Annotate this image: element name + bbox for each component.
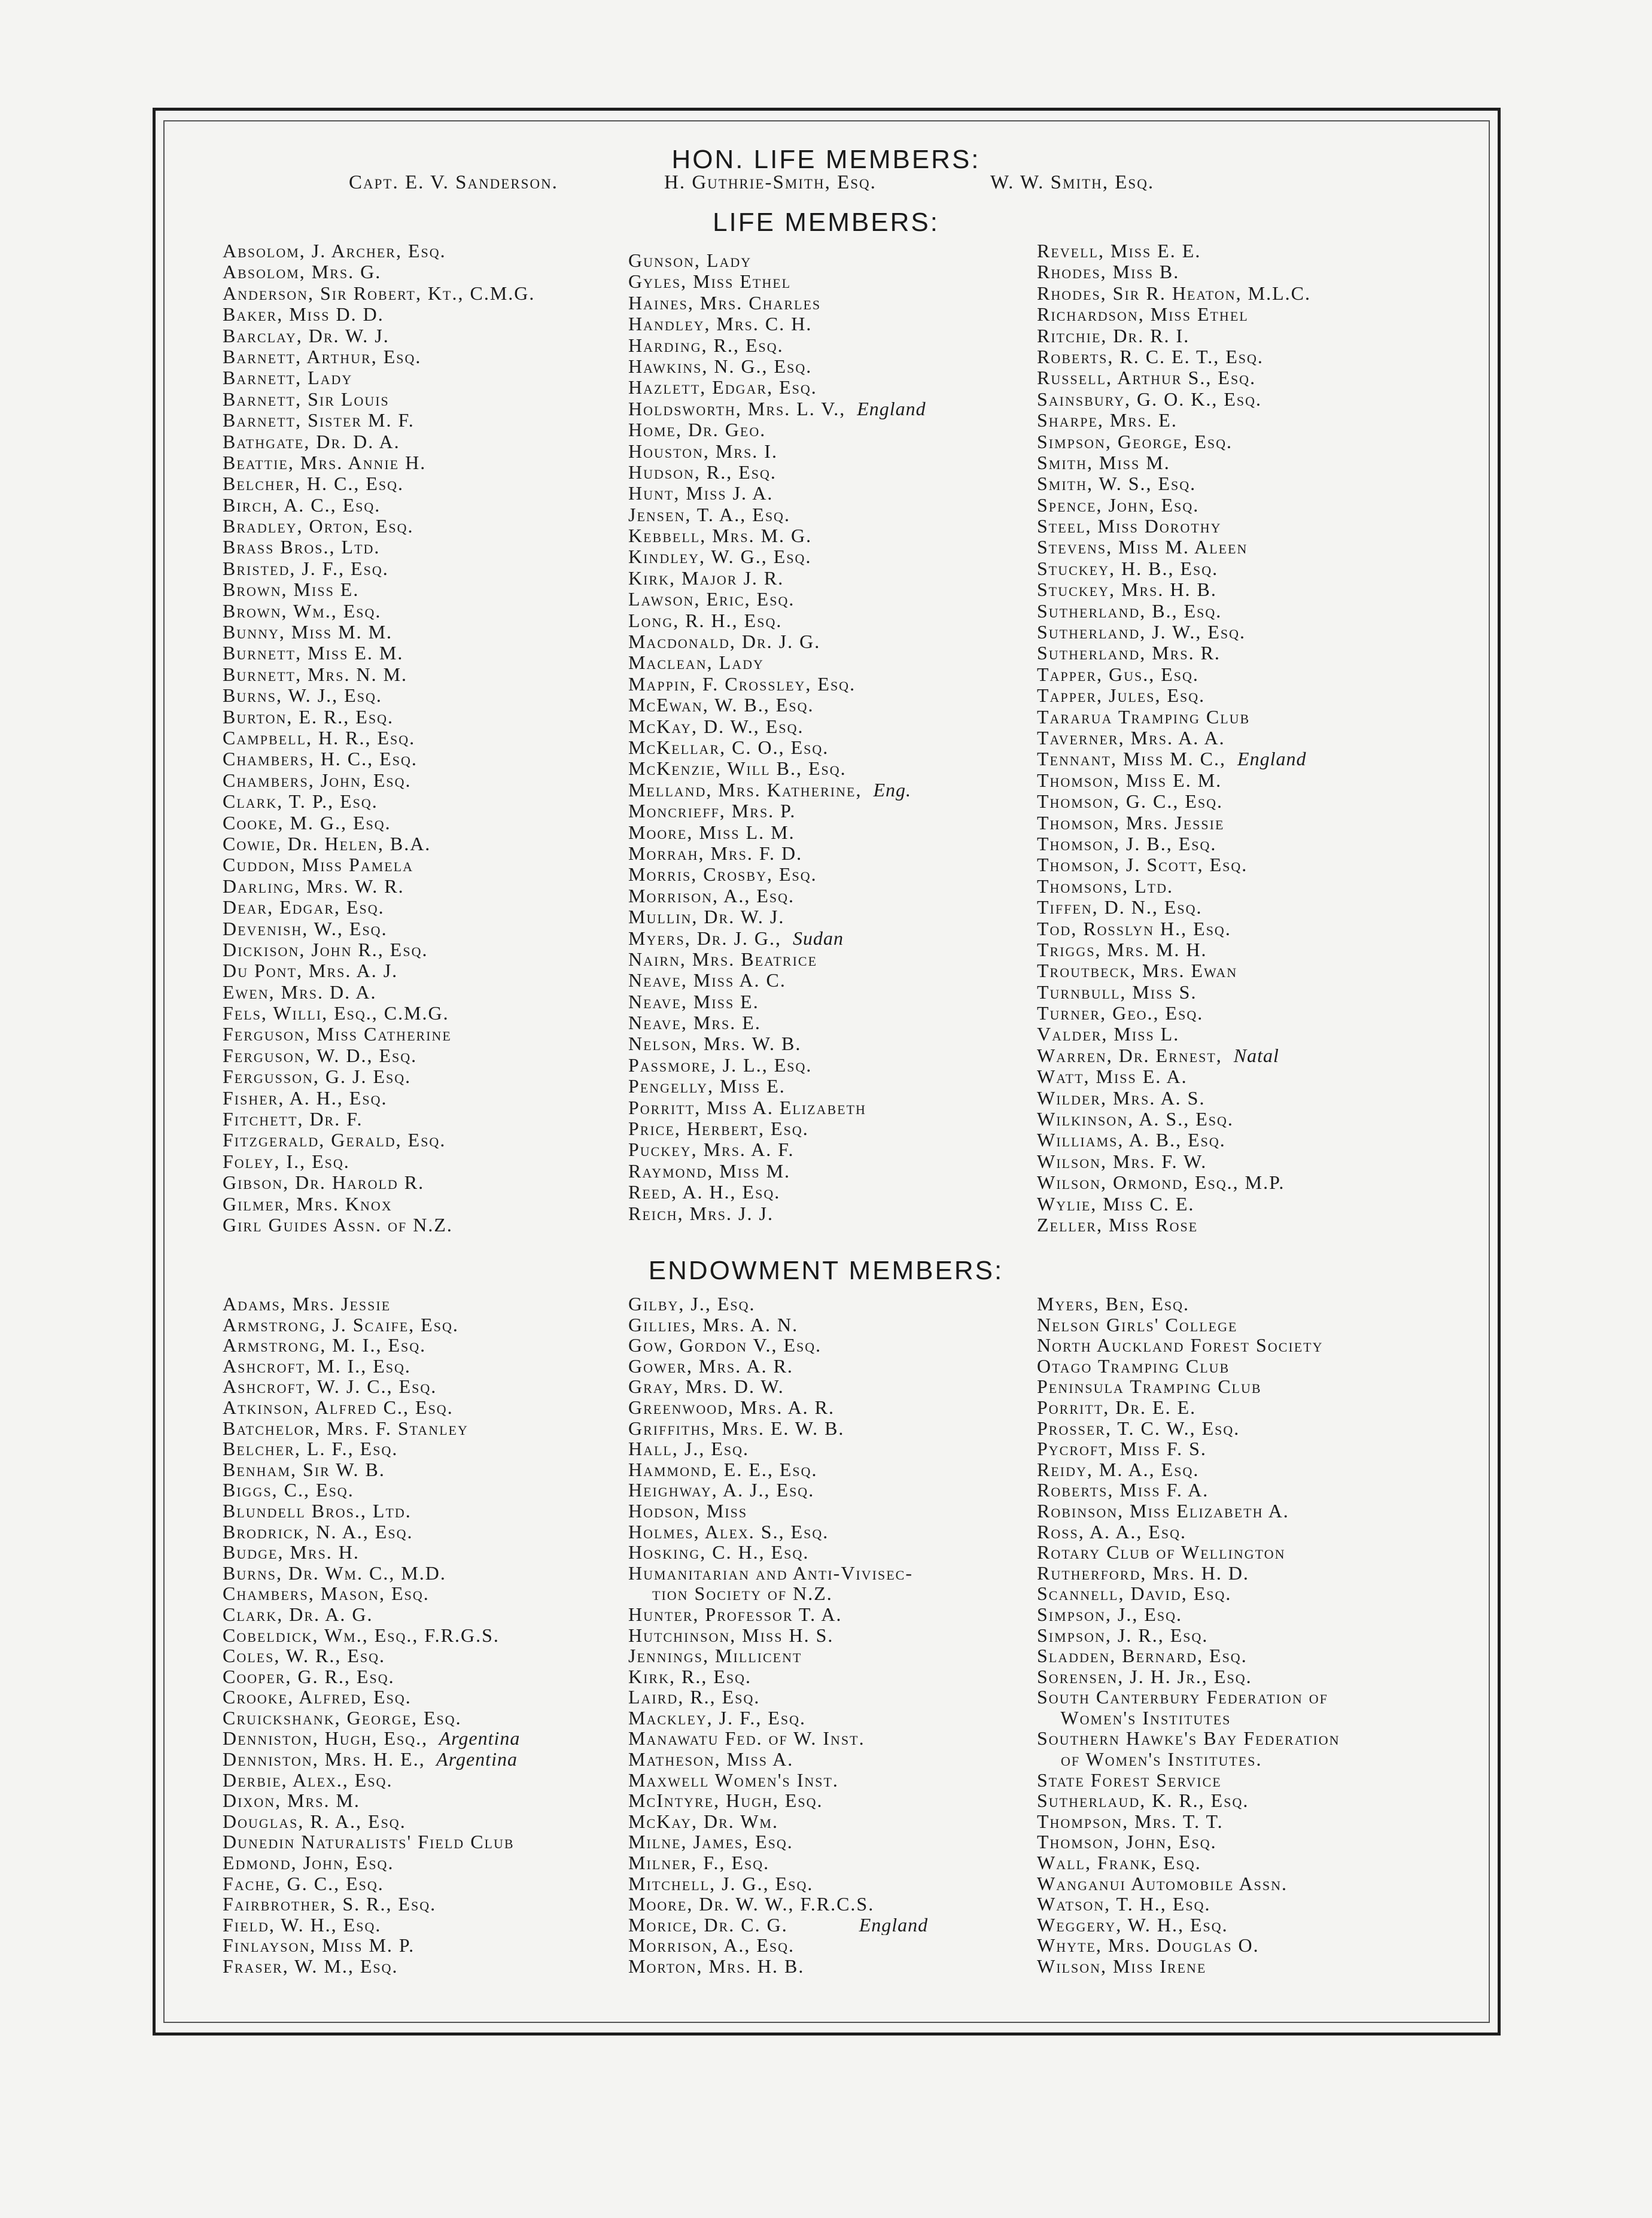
member-entry: Sutherland, B., Esq. bbox=[1037, 600, 1222, 622]
member-entry: Whyte, Mrs. Douglas O. bbox=[1037, 1935, 1259, 1956]
member-entry: Brodrick, N. A., Esq. bbox=[223, 1521, 413, 1542]
member-entry: Wanganui Automobile Assn. bbox=[1037, 1873, 1288, 1894]
member-entry: Peninsula Tramping Club bbox=[1037, 1376, 1262, 1397]
member-entry: Cruickshank, George, Esq. bbox=[223, 1707, 462, 1729]
member-entry: Cuddon, Miss Pamela bbox=[223, 854, 414, 876]
member-entry: Gilmer, Mrs. Knox bbox=[223, 1193, 393, 1215]
member-entry: Bunny, Miss M. M. bbox=[223, 622, 393, 643]
member-entry: Simpson, George, Esq. bbox=[1037, 431, 1233, 452]
member-entry: Hutchinson, Miss H. S. bbox=[628, 1624, 834, 1646]
member-entry: Field, W. H., Esq. bbox=[223, 1914, 382, 1936]
member-entry: Sutherland, Mrs. R. bbox=[1037, 643, 1221, 664]
member-entry: Lawson, Eric, Esq. bbox=[628, 589, 795, 610]
member-entry: Ferguson, Miss Catherine bbox=[223, 1024, 452, 1045]
member-entry: Weggery, W. H., Esq. bbox=[1037, 1914, 1228, 1936]
member-entry: Simpson, J. R., Esq. bbox=[1037, 1624, 1209, 1646]
member-entry: Houston, Mrs. I. bbox=[628, 440, 778, 462]
member-entry: Home, Dr. Geo. bbox=[628, 419, 766, 441]
member-entry: Chambers, H. C., Esq. bbox=[223, 749, 418, 770]
member-entry: Turnbull, Miss S. bbox=[1037, 981, 1197, 1003]
hon-life-members-row bbox=[0, 172, 1652, 202]
member-entry: Morton, Mrs. H. B. bbox=[628, 1956, 805, 1977]
member-entry: Neave, Miss E. bbox=[628, 991, 759, 1012]
member-entry: Hodson, Miss bbox=[628, 1500, 748, 1522]
member-entry: Fisher, A. H., Esq. bbox=[223, 1087, 388, 1109]
member-entry: Dixon, Mrs. M. bbox=[223, 1790, 360, 1811]
member-entry: Prosser, T. C. W., Esq. bbox=[1037, 1417, 1240, 1439]
member-entry: Clark, Dr. A. G. bbox=[223, 1604, 373, 1625]
member-entry: Women's Institutes bbox=[1037, 1707, 1231, 1729]
member-entry: Neave, Mrs. E. bbox=[628, 1012, 761, 1034]
member-entry: Rhodes, Sir R. Heaton, M.L.C. bbox=[1037, 282, 1311, 304]
member-entry: McIntyre, Hugh, Esq. bbox=[628, 1790, 823, 1811]
member-entry: Hall, J., Esq. bbox=[628, 1438, 749, 1459]
member-entry: Matheson, Miss A. bbox=[628, 1749, 794, 1770]
member-location: Argentina bbox=[434, 1728, 521, 1750]
member-entry: Barclay, Dr. W. J. bbox=[223, 325, 390, 346]
member-entry: Wilson, Miss Irene bbox=[1037, 1956, 1207, 1977]
member-entry: Denniston, Hugh, Esq., Argentina bbox=[223, 1728, 521, 1750]
member-entry: Nelson, Mrs. W. B. bbox=[628, 1033, 802, 1055]
member-entry: Roberts, R. C. E. T., Esq. bbox=[1037, 346, 1264, 367]
member-entry: Devenish, W., Esq. bbox=[223, 918, 388, 939]
member-entry: Thomsons, Ltd. bbox=[1037, 875, 1174, 897]
hon-life-members-heading: HON. LIFE MEMBERS: bbox=[671, 145, 981, 174]
member-entry: Raymond, Miss M. bbox=[628, 1160, 791, 1182]
member-location: Eng. bbox=[868, 779, 911, 801]
member-entry: Chambers, Mason, Esq. bbox=[223, 1583, 430, 1604]
member-entry: Griffiths, Mrs. E. W. B. bbox=[628, 1417, 845, 1439]
member-entry: Bradley, Orton, Esq. bbox=[223, 516, 414, 537]
member-entry: Tiffen, D. N., Esq. bbox=[1037, 897, 1203, 918]
member-entry: Simpson, J., Esq. bbox=[1037, 1604, 1183, 1625]
member-entry: Mappin, F. Crossley, Esq. bbox=[628, 673, 856, 695]
member-entry: Chambers, John, Esq. bbox=[223, 769, 412, 791]
member-entry: Armstrong, J. Scaife, Esq. bbox=[223, 1314, 459, 1335]
member-entry: Jensen, T. A., Esq. bbox=[628, 504, 790, 525]
member-entry: Hunter, Professor T. A. bbox=[628, 1604, 842, 1625]
member-entry: Burnett, Mrs. N. M. bbox=[223, 664, 408, 685]
member-location: England bbox=[851, 398, 926, 419]
member-entry: Sutherland, J. W., Esq. bbox=[1037, 622, 1246, 643]
member-entry: Clark, T. P., Esq. bbox=[223, 791, 378, 813]
member-entry: Hunt, Miss J. A. bbox=[628, 483, 774, 504]
member-entry: Gower, Mrs. A. R. bbox=[628, 1355, 793, 1377]
member-entry: Macdonald, Dr. J. G. bbox=[628, 631, 821, 653]
endowment-members-column-2 bbox=[628, 1294, 928, 1977]
member-entry: Greenwood, Mrs. A. R. bbox=[628, 1396, 835, 1418]
member-entry: Tennant, Miss M. C., England bbox=[1037, 749, 1307, 770]
member-entry: Hudson, R., Esq. bbox=[628, 461, 777, 483]
member-location: England bbox=[853, 1914, 929, 1936]
member-entry: Reed, A. H., Esq. bbox=[628, 1182, 781, 1203]
member-entry: Blundell Bros., Ltd. bbox=[223, 1500, 412, 1522]
member-entry: Morrah, Mrs. F. D. bbox=[628, 842, 803, 864]
member-entry: Nelson Girls' College bbox=[1037, 1314, 1238, 1335]
member-entry: Williams, A. B., Esq. bbox=[1037, 1130, 1226, 1151]
endowment-members-column-1 bbox=[223, 1294, 520, 1977]
member-entry: Moore, Dr. W. W., F.R.C.S. bbox=[628, 1894, 875, 1915]
member-entry: McKellar, C. O., Esq. bbox=[628, 737, 829, 758]
member-entry: Jennings, Millicent bbox=[628, 1645, 802, 1666]
member-entry: Benham, Sir W. B. bbox=[223, 1459, 385, 1480]
member-entry: Porritt, Miss A. Elizabeth bbox=[628, 1097, 866, 1118]
member-entry: Barnett, Arthur, Esq. bbox=[223, 346, 422, 367]
member-entry: McKay, Dr. Wm. bbox=[628, 1811, 778, 1832]
member-entry: Reidy, M. A., Esq. bbox=[1037, 1459, 1200, 1480]
member-entry: Thomson, Mrs. Jessie bbox=[1037, 812, 1225, 833]
member-entry: Valder, Miss L. bbox=[1037, 1024, 1180, 1045]
member-entry: Gibson, Dr. Harold R. bbox=[223, 1172, 425, 1194]
member-entry: of Women's Institutes. bbox=[1037, 1749, 1262, 1770]
member-entry: Thomson, Miss E. M. bbox=[1037, 769, 1222, 791]
member-entry: Holdsworth, Mrs. L. V., England bbox=[628, 398, 926, 419]
member-entry: Tapper, Gus., Esq. bbox=[1037, 664, 1199, 685]
member-location: England bbox=[1232, 749, 1307, 770]
member-entry: Absolom, J. Archer, Esq. bbox=[223, 241, 446, 261]
member-entry: Triggs, Mrs. M. H. bbox=[1037, 939, 1207, 960]
member-entry: Rutherford, Mrs. H. D. bbox=[1037, 1562, 1249, 1584]
member-entry: Brass Bros., Ltd. bbox=[223, 537, 381, 558]
member-entry: State Forest Service bbox=[1037, 1769, 1222, 1791]
member-entry: Barnett, Sir Louis bbox=[223, 388, 390, 410]
member-entry: Belcher, H. C., Esq. bbox=[223, 473, 404, 495]
member-entry: Spence, John, Esq. bbox=[1037, 494, 1200, 516]
member-entry: Nairn, Mrs. Beatrice bbox=[628, 948, 818, 970]
life-members-heading: LIFE MEMBERS: bbox=[713, 208, 939, 237]
member-entry: Rhodes, Miss B. bbox=[1037, 261, 1180, 283]
endowment-members-heading: ENDOWMENT MEMBERS: bbox=[648, 1256, 1004, 1285]
member-entry: Wylie, Miss C. E. bbox=[1037, 1193, 1195, 1215]
member-entry: Milner, F., Esq. bbox=[628, 1852, 770, 1873]
member-entry: Fache, G. C., Esq. bbox=[223, 1873, 384, 1894]
member-entry: Thompson, Mrs. T. T. bbox=[1037, 1811, 1224, 1832]
member-entry: Russell, Arthur S., Esq. bbox=[1037, 367, 1257, 389]
member-entry: Pycroft, Miss F. S. bbox=[1037, 1438, 1207, 1459]
member-entry: Belcher, L. F., Esq. bbox=[223, 1438, 398, 1459]
member-entry: Stuckey, Mrs. H. B. bbox=[1037, 579, 1217, 601]
member-entry: Richardson, Miss Ethel bbox=[1037, 304, 1249, 325]
member-entry: Steel, Miss Dorothy bbox=[1037, 516, 1222, 537]
member-entry: Thomson, John, Esq. bbox=[1037, 1831, 1217, 1853]
member-entry: Southern Hawke's Bay Federation bbox=[1037, 1728, 1340, 1750]
hon-member: W. W. Smith, Esq. bbox=[990, 172, 1155, 193]
member-entry: McKenzie, Will B., Esq. bbox=[628, 758, 847, 780]
member-entry: Wilson, Mrs. F. W. bbox=[1037, 1151, 1207, 1172]
member-entry: Fels, Willi, Esq., C.M.G. bbox=[223, 1003, 449, 1024]
member-entry: Batchelor, Mrs. F. Stanley bbox=[223, 1417, 468, 1439]
member-entry: Gunson, Lady bbox=[628, 250, 752, 271]
member-entry: Fairbrother, S. R., Esq. bbox=[223, 1894, 437, 1915]
member-entry: Harding, R., Esq. bbox=[628, 334, 784, 356]
member-entry: Ritchie, Dr. R. I. bbox=[1037, 325, 1190, 346]
member-entry: Dunedin Naturalists' Field Club bbox=[223, 1831, 515, 1853]
member-entry: Rotary Club of Wellington bbox=[1037, 1542, 1286, 1563]
member-entry: Du Pont, Mrs. A. J. bbox=[223, 960, 398, 982]
member-entry: Thomson, J. Scott, Esq. bbox=[1037, 854, 1248, 876]
life-members-column-3 bbox=[1037, 241, 1311, 1236]
member-entry: Ferguson, W. D., Esq. bbox=[223, 1045, 418, 1066]
member-entry: Thomson, J. B., Esq. bbox=[1037, 833, 1217, 854]
member-entry: Manawatu Fed. of W. Inst. bbox=[628, 1728, 865, 1750]
member-entry: Cooke, M. G., Esq. bbox=[223, 812, 391, 833]
member-entry: Ashcroft, W. J. C., Esq. bbox=[223, 1376, 437, 1397]
member-entry: Myers, Dr. J. G., Sudan bbox=[628, 927, 844, 949]
member-entry: Tod, Rosslyn H., Esq. bbox=[1037, 918, 1231, 939]
life-members-column-1 bbox=[223, 241, 535, 1236]
member-entry: Girl Guides Assn. of N.Z. bbox=[223, 1214, 453, 1236]
member-location: Sudan bbox=[787, 927, 844, 949]
member-entry: Moncrieff, Mrs. P. bbox=[628, 801, 796, 822]
member-entry: Watt, Miss E. A. bbox=[1037, 1066, 1188, 1088]
member-location: Natal bbox=[1228, 1045, 1279, 1066]
member-entry: Foley, I., Esq. bbox=[223, 1151, 350, 1172]
member-entry: Derbie, Alex., Esq. bbox=[223, 1769, 393, 1791]
member-entry: Gyles, Miss Ethel bbox=[628, 271, 792, 293]
member-entry: Revell, Miss E. E. bbox=[1037, 241, 1201, 261]
member-entry: Morris, Crosby, Esq. bbox=[628, 864, 817, 886]
member-entry: Scannell, David, Esq. bbox=[1037, 1583, 1232, 1604]
member-entry: Tararua Tramping Club bbox=[1037, 706, 1251, 728]
member-entry: Kindley, W. G., Esq. bbox=[628, 546, 812, 568]
member-entry: Smith, W. S., Esq. bbox=[1037, 473, 1197, 495]
member-entry: Price, Herbert, Esq. bbox=[628, 1118, 809, 1140]
member-entry: Maclean, Lady bbox=[628, 652, 764, 674]
member-entry: North Auckland Forest Society bbox=[1037, 1335, 1324, 1356]
member-entry: Burns, W. J., Esq. bbox=[223, 685, 382, 707]
member-entry: Adams, Mrs. Jessie bbox=[223, 1294, 391, 1315]
member-entry: Mitchell, J. G., Esq. bbox=[628, 1873, 814, 1894]
endowment-members-column-3 bbox=[1037, 1294, 1340, 1977]
member-entry: Kebbell, Mrs. M. G. bbox=[628, 525, 813, 547]
member-entry: Brown, Wm., Esq. bbox=[223, 600, 382, 622]
member-entry: Birch, A. C., Esq. bbox=[223, 494, 381, 516]
member-entry: Mackley, J. F., Esq. bbox=[628, 1707, 807, 1729]
member-entry: Otago Tramping Club bbox=[1037, 1355, 1230, 1377]
member-entry: Handley, Mrs. C. H. bbox=[628, 314, 813, 335]
member-entry: Ewen, Mrs. D. A. bbox=[223, 981, 377, 1003]
member-entry: Douglas, R. A., Esq. bbox=[223, 1811, 406, 1832]
hon-member: Capt. E. V. Sanderson. bbox=[349, 172, 558, 193]
member-entry: Mullin, Dr. W. J. bbox=[628, 906, 785, 928]
member-entry: Beattie, Mrs. Annie H. bbox=[223, 452, 427, 473]
member-entry: Reich, Mrs. J. J. bbox=[628, 1203, 774, 1224]
member-entry: Darling, Mrs. W. R. bbox=[223, 875, 404, 897]
member-entry: Wall, Frank, Esq. bbox=[1037, 1852, 1201, 1873]
member-entry: Campbell, H. R., Esq. bbox=[223, 727, 416, 749]
member-entry: Ashcroft, M. I., Esq. bbox=[223, 1355, 411, 1377]
member-entry: Turner, Geo., Esq. bbox=[1037, 1003, 1204, 1024]
member-entry: Kirk, R., Esq. bbox=[628, 1666, 752, 1687]
member-entry: Stuckey, H. B., Esq. bbox=[1037, 558, 1219, 579]
member-entry: Gilby, J., Esq. bbox=[628, 1294, 756, 1315]
member-entry: Heighway, A. J., Esq. bbox=[628, 1480, 815, 1501]
life-members-column-2 bbox=[628, 250, 926, 1224]
member-entry: Burnett, Miss E. M. bbox=[223, 643, 404, 664]
member-entry: Cooper, G. R., Esq. bbox=[223, 1666, 395, 1687]
member-entry: Budge, Mrs. H. bbox=[223, 1542, 360, 1563]
member-entry: South Canterbury Federation of bbox=[1037, 1687, 1328, 1708]
member-entry: Gow, Gordon V., Esq. bbox=[628, 1335, 822, 1356]
member-entry: Troutbeck, Mrs. Ewan bbox=[1037, 960, 1238, 982]
member-entry: Edmond, John, Esq. bbox=[223, 1852, 394, 1873]
member-entry: Thomson, G. C., Esq. bbox=[1037, 791, 1224, 813]
member-entry: Watson, T. H., Esq. bbox=[1037, 1894, 1211, 1915]
member-entry: Myers, Ben, Esq. bbox=[1037, 1294, 1190, 1315]
member-entry: Fitchett, Dr. F. bbox=[223, 1109, 363, 1130]
member-entry: Roberts, Miss F. A. bbox=[1037, 1480, 1209, 1501]
member-entry: Armstrong, M. I., Esq. bbox=[223, 1335, 427, 1356]
member-entry: Sharpe, Mrs. E. bbox=[1037, 410, 1178, 431]
member-entry: Sainsbury, G. O. K., Esq. bbox=[1037, 388, 1262, 410]
member-entry: Hosking, C. H., Esq. bbox=[628, 1542, 810, 1563]
member-entry: Neave, Miss A. C. bbox=[628, 970, 786, 991]
member-entry: Passmore, J. L., Esq. bbox=[628, 1054, 813, 1076]
member-entry: Milne, James, Esq. bbox=[628, 1831, 793, 1853]
member-entry: Moore, Miss L. M. bbox=[628, 822, 795, 843]
member-entry: Anderson, Sir Robert, Kt., C.M.G. bbox=[223, 282, 536, 304]
member-entry: Warren, Dr. Ernest, Natal bbox=[1037, 1045, 1279, 1066]
member-entry: Wilson, Ormond, Esq., M.P. bbox=[1037, 1172, 1285, 1194]
member-entry: Atkinson, Alfred C., Esq. bbox=[223, 1396, 454, 1418]
member-entry: Barnett, Sister M. F. bbox=[223, 410, 415, 431]
member-entry: Taverner, Mrs. A. A. bbox=[1037, 727, 1225, 749]
member-entry: McKay, D. W., Esq. bbox=[628, 716, 804, 737]
member-entry: Hazlett, Edgar, Esq. bbox=[628, 377, 817, 398]
member-entry: Sorensen, J. H. Jr., Esq. bbox=[1037, 1666, 1252, 1687]
member-entry: Barnett, Lady bbox=[223, 367, 353, 389]
member-entry: Denniston, Mrs. H. E., Argentina bbox=[223, 1749, 518, 1770]
member-entry: tion Society of N.Z. bbox=[628, 1583, 833, 1604]
member-entry: Wilkinson, A. S., Esq. bbox=[1037, 1109, 1234, 1130]
member-entry: Sutherlaud, K. R., Esq. bbox=[1037, 1790, 1249, 1811]
member-entry: Pengelly, Miss E. bbox=[628, 1076, 786, 1097]
member-entry: Ross, A. A., Esq. bbox=[1037, 1521, 1187, 1542]
member-entry: Smith, Miss M. bbox=[1037, 452, 1170, 473]
member-entry: Finlayson, Miss M. P. bbox=[223, 1935, 415, 1956]
member-entry: Dear, Edgar, Esq. bbox=[223, 897, 385, 918]
member-entry: Gillies, Mrs. A. N. bbox=[628, 1314, 799, 1335]
member-entry: Gray, Mrs. D. W. bbox=[628, 1376, 784, 1397]
member-entry: Baker, Miss D. D. bbox=[223, 304, 384, 325]
member-entry: Porritt, Dr. E. E. bbox=[1037, 1396, 1197, 1418]
member-entry: Biggs, C., Esq. bbox=[223, 1480, 354, 1501]
member-entry: Coles, W. R., Esq. bbox=[223, 1645, 386, 1666]
member-entry: Morrison, A., Esq. bbox=[628, 885, 795, 906]
member-entry: Melland, Mrs. Katherine, Eng. bbox=[628, 779, 911, 801]
member-entry: Cobeldick, Wm., Esq., F.R.G.S. bbox=[223, 1624, 500, 1646]
member-entry: Puckey, Mrs. A. F. bbox=[628, 1139, 795, 1161]
member-entry: Hawkins, N. G., Esq. bbox=[628, 355, 813, 377]
hon-member: H. Guthrie-Smith, Esq. bbox=[664, 172, 877, 193]
member-entry: Tapper, Jules, Esq. bbox=[1037, 685, 1206, 707]
member-entry: Maxwell Women's Inst. bbox=[628, 1769, 839, 1791]
member-entry: Burns, Dr. Wm. C., M.D. bbox=[223, 1562, 446, 1584]
member-entry: Absolom, Mrs. G. bbox=[223, 261, 382, 283]
member-entry: Hammond, E. E., Esq. bbox=[628, 1459, 818, 1480]
member-entry: Wilder, Mrs. A. S. bbox=[1037, 1087, 1206, 1109]
member-entry: McEwan, W. B., Esq. bbox=[628, 695, 814, 716]
member-entry: Bristed, J. F., Esq. bbox=[223, 558, 389, 579]
member-entry: Dickison, John R., Esq. bbox=[223, 939, 428, 960]
member-entry: Sladden, Bernard, Esq. bbox=[1037, 1645, 1248, 1666]
member-entry: Bathgate, Dr. D. A. bbox=[223, 431, 400, 452]
member-entry: Zeller, Miss Rose bbox=[1037, 1214, 1198, 1236]
member-entry: Holmes, Alex. S., Esq. bbox=[628, 1521, 829, 1542]
member-entry: Robinson, Miss Elizabeth A. bbox=[1037, 1500, 1289, 1522]
member-entry: Laird, R., Esq. bbox=[628, 1687, 760, 1708]
member-entry: Long, R. H., Esq. bbox=[628, 610, 783, 631]
member-entry: Fergusson, G. J. Esq. bbox=[223, 1066, 412, 1088]
member-entry: Fraser, W. M., Esq. bbox=[223, 1956, 398, 1977]
member-entry: Stevens, Miss M. Aleen bbox=[1037, 537, 1248, 558]
member-entry: Kirk, Major J. R. bbox=[628, 567, 784, 589]
member-entry: Crooke, Alfred, Esq. bbox=[223, 1687, 412, 1708]
member-entry: Cowie, Dr. Helen, B.A. bbox=[223, 833, 431, 854]
member-entry: Burton, E. R., Esq. bbox=[223, 706, 394, 728]
member-entry: Haines, Mrs. Charles bbox=[628, 292, 822, 314]
member-entry: Morice, Dr. C. G. England bbox=[628, 1914, 929, 1936]
member-entry: Fitzgerald, Gerald, Esq. bbox=[223, 1130, 446, 1151]
member-entry: Morrison, A., Esq. bbox=[628, 1935, 795, 1956]
member-entry: Brown, Miss E. bbox=[223, 579, 360, 601]
member-location: Argentina bbox=[431, 1749, 518, 1770]
member-entry: Humanitarian and Anti-Vivisec- bbox=[628, 1562, 913, 1584]
